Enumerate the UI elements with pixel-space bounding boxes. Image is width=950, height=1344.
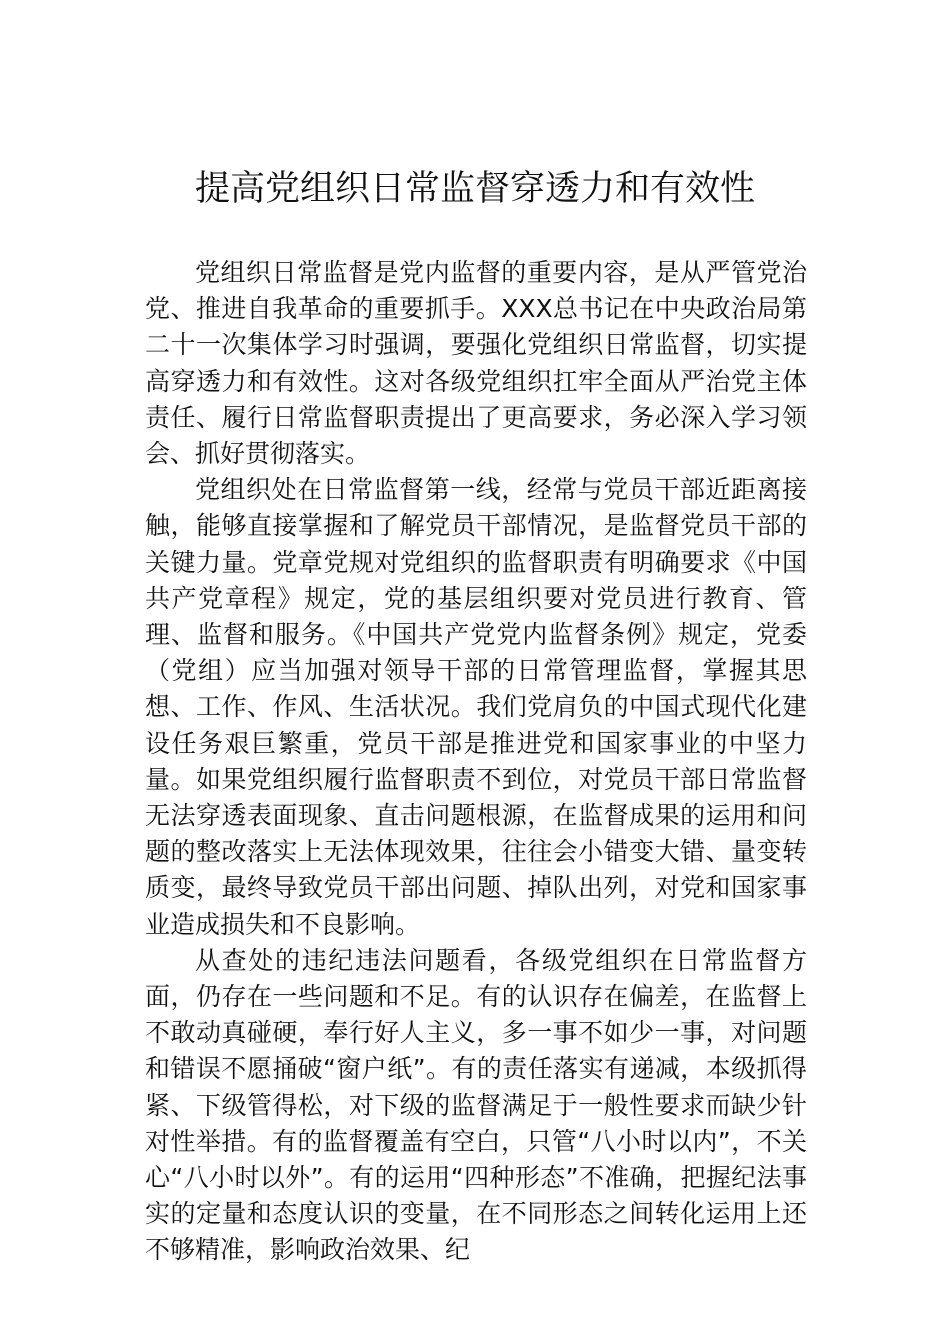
paragraph-2: 党组织处在日常监督第一线，经常与党员干部近距离接触，能够直接掌握和了解党员干部情况，是监督党员干部的关键力量。党章党规对党组织的监督职责有明确要求《中国共产党章程》规定，党的基层组织要对党员进行教育、管理、监督和服务。《中国共产党党内监督条例》规定，党委（党组）应当加强对领导干部的日常管理监督，掌握其思想、工作、作风、生活状况。我们党肩负的中国式现代化建设任务艰巨繁重，党员干部是推进党和国家事业的中坚力量。如果党组织履行监督职责不到位，对党员干部日常监督无法穿透表面现象、直击问题根源，在监督成果的运用和问题的整改落实上无法体现效果，往往会小错变大错、量变转质变，最终导致党员干部出问题、掉队出列，对党和国家事业造成损失和不良影响。 [145,475,807,939]
paragraph-3: 从查处的违纪违法问题看，各级党组织在日常监督方面，仍存在一些问题和不足。有的认识存在偏差，在监督上不敢动真碰硬，奉行好人主义，多一事不如少一事，对问题和错误不愿捅破“窗户纸”。有的责任落实有递减，本级抓得紧、下级管得松，对下级的监督满足于一般性要求而缺少针对性举措。有的监督覆盖有空白，只管“八小时以内”，不关心“八小时以外”。有的运用“四种形态”不准确，把握纪法事实的定量和态度认识的变量，在不同形态之间转化运用上还不够精准，影响政治效果、纪 [145,945,807,1265]
document-title: 提高党组织日常监督穿透力和有效性 [194,169,755,209]
paragraph-1: 党组织日常监督是党内监督的重要内容，是从严管党治党、推进自我革命的重要抓手。XXX总书记在中央政治局第二十一次集体学习时强调，要强化党组织日常监督，切实提高穿透力和有效性。这对各级党组织扛牢全面从严治党主体责任、履行日常监督职责提出了更高要求，务必深入学习领会、抓好贯彻落实。 [145,258,807,469]
document-body [145,255,807,1269]
